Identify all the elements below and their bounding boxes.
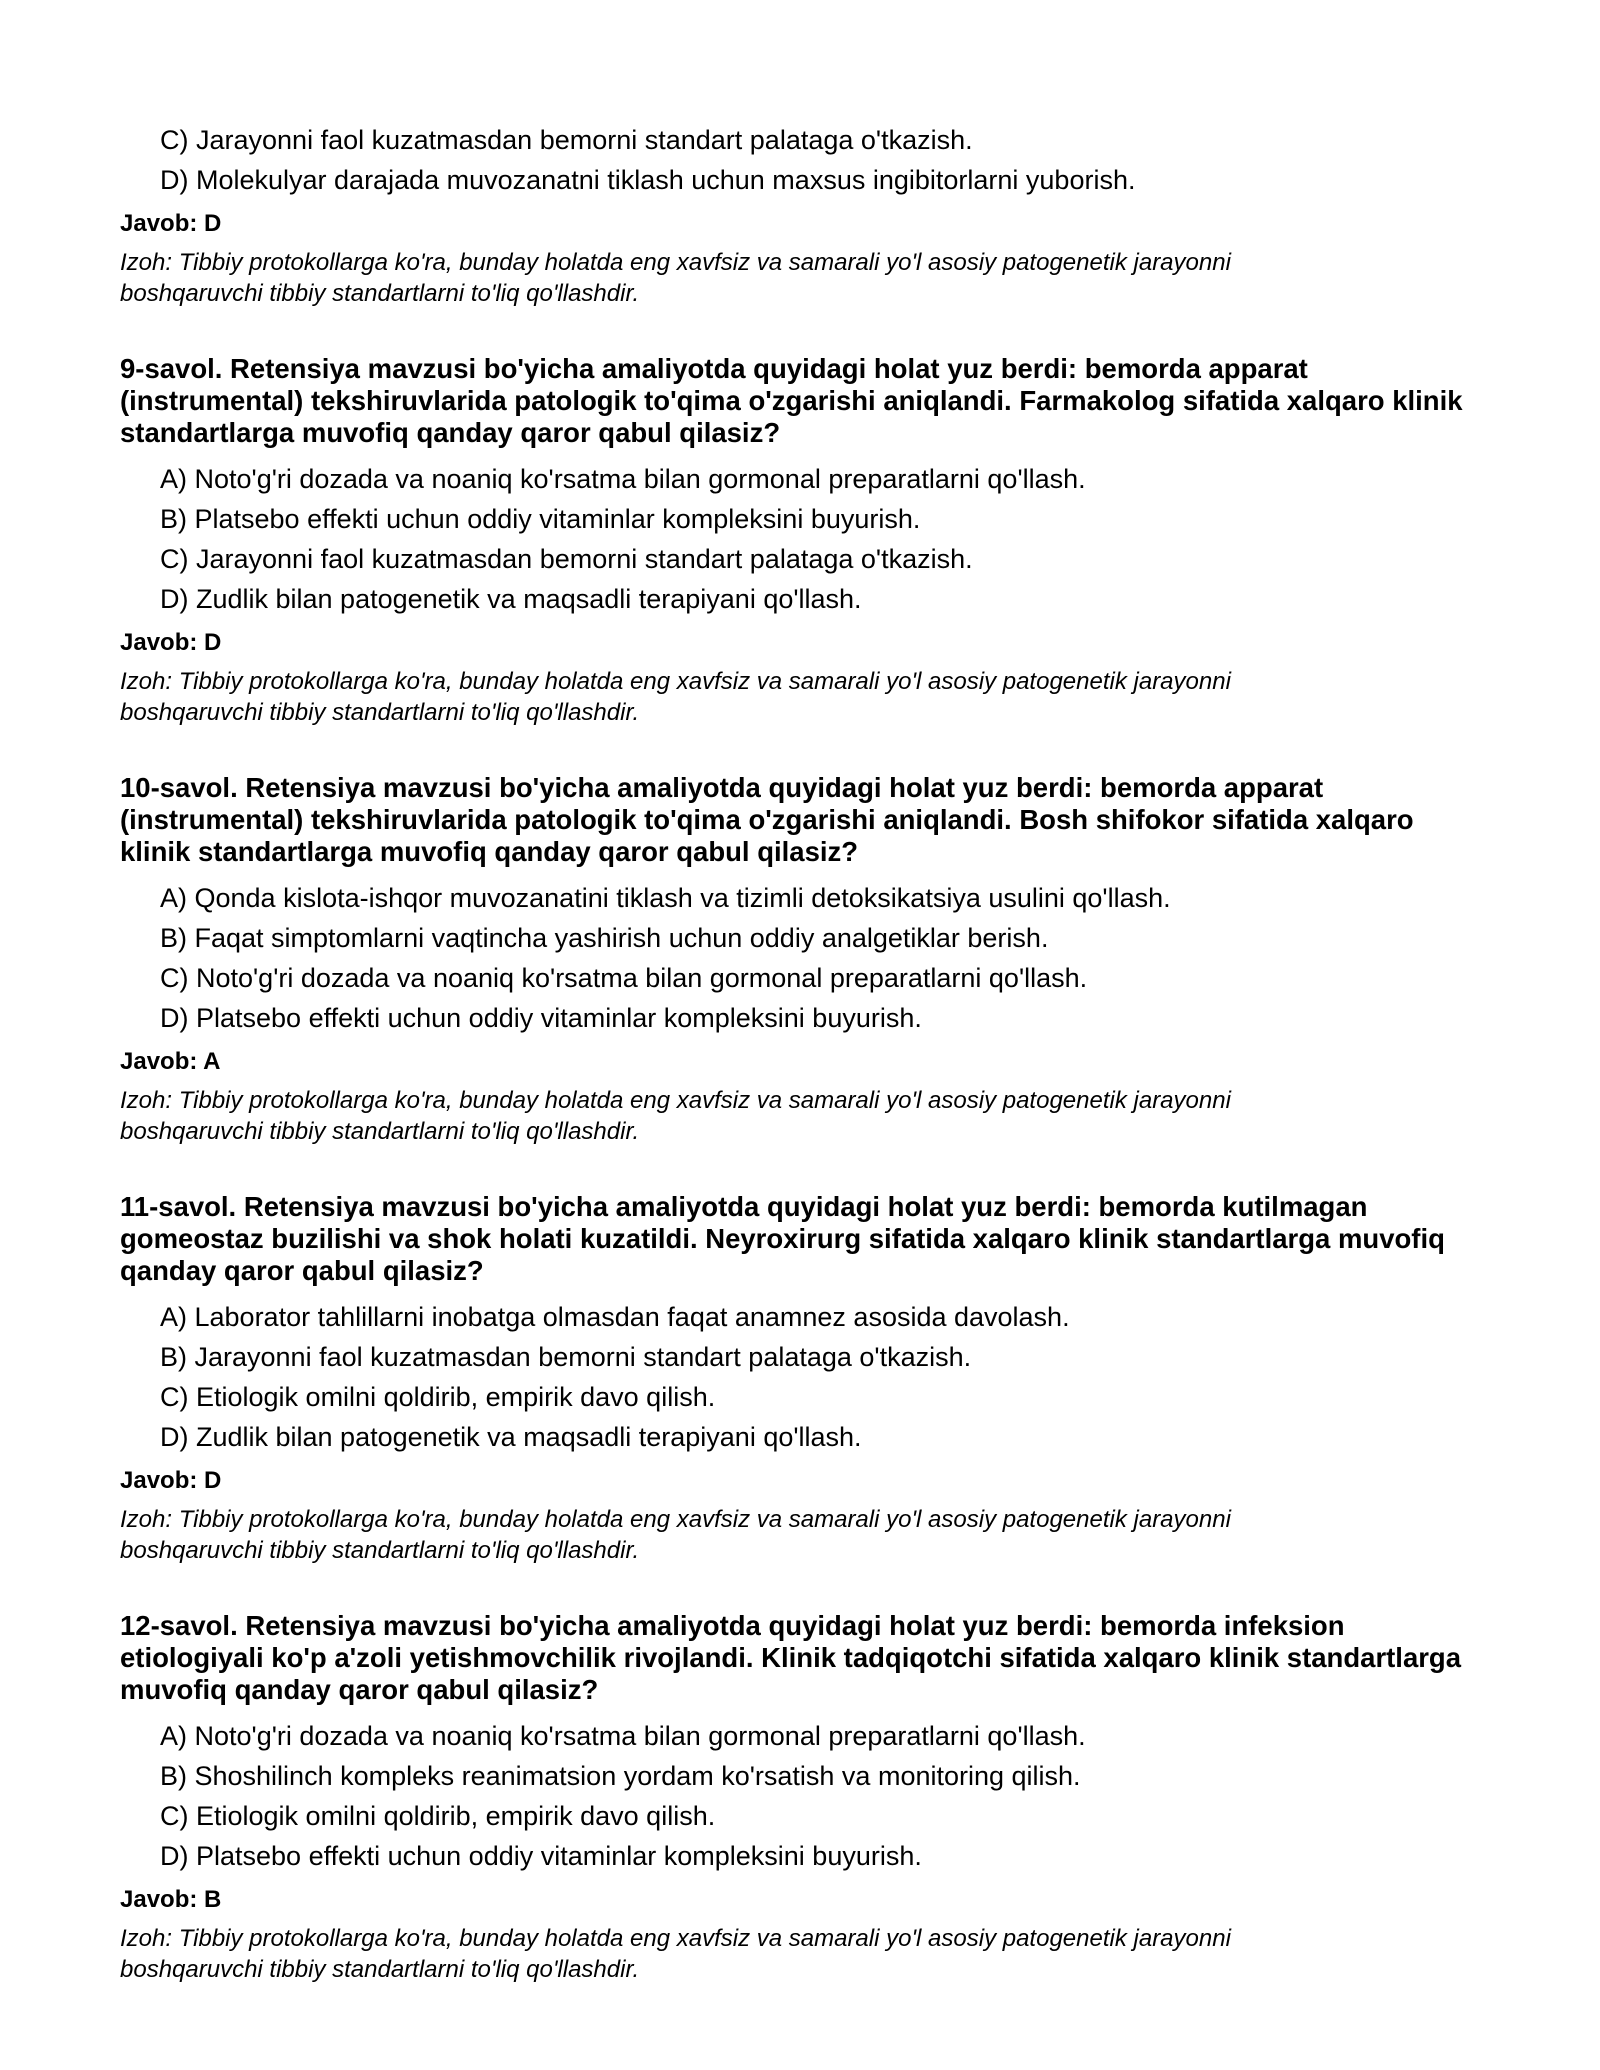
option-d: D) Zudlik bilan patogenetik va maqsadli terapiyani qo'llash. [160,584,862,614]
option-d: D) Zudlik bilan patogenetik va maqsadli terapiyani qo'llash. [160,1422,862,1452]
question-9 [120,353,1480,728]
option-a: A) Qonda kislota-ishqor muvozanatini tiklash va tizimli detoksikatsiya usulini qo'llash. [160,883,1171,913]
option-list [120,1716,1480,1876]
explanation-note: Izoh: Tibbiy protokollarga ko'ra, bunday holatda eng xavfsiz va samarali yo'l asosiy patogenetik jarayonni boshqaruvchi tibbiy standartlarni to'liq qo'llashdir. [120,1506,1231,1564]
option-c: C) Etiologik omilni qoldirib, empirik davo qilish. [160,1382,716,1412]
option-c: C) Etiologik omilni qoldirib, empirik davo qilish. [160,1801,716,1831]
question-10 [120,772,1480,1147]
answer-label: Javob: D [120,210,222,237]
explanation-note: Izoh: Tibbiy protokollarga ko'ra, bunday holatda eng xavfsiz va samarali yo'l asosiy patogenetik jarayonni boshqaruvchi tibbiy standartlarni to'liq qo'llashdir. [120,1925,1231,1983]
option-d: D) Platsebo effekti uchun oddiy vitaminlar kompleksini buyurish. [160,1003,922,1033]
option-a: A) Noto'g'ri dozada va noaniq ko'rsatma bilan gormonal preparatlarni qo'llash. [160,1721,1086,1751]
question-text: 9-savol. Retensiya mavzusi bo'yicha amaliyotda quyidagi holat yuz berdi: bemorda apparat (instrumental) tekshiruvlarida patologik to'qima o'zgarishi aniqlandi. Farmakolog sifatida xalqaro klinik standartlarga muvofiq qanday qaror qabul qilasiz? [120,353,1463,448]
question-8-continuation [120,120,1480,309]
option-d: D) Molekulyar darajada muvozanatni tiklash uchun maxsus ingibitorlarni yuborish. [160,165,1136,195]
answer-label: Javob: A [120,1048,221,1075]
option-a: A) Laborator tahlillarni inobatga olmasdan faqat anamnez asosida davolash. [160,1302,1070,1332]
option-c: C) Jarayonni faol kuzatmasdan bemorni standart palataga o'tkazish. [160,125,973,155]
option-a: A) Noto'g'ri dozada va noaniq ko'rsatma bilan gormonal preparatlarni qo'llash. [160,464,1086,494]
answer-label: Javob: D [120,629,222,656]
option-b: B) Faqat simptomlarni vaqtincha yashirish uchun oddiy analgetiklar berish. [160,923,1049,953]
answer-label: Javob: B [120,1886,222,1913]
question-12 [120,1610,1480,1985]
question-text: 12-savol. Retensiya mavzusi bo'yicha amaliyotda quyidagi holat yuz berdi: bemorda infeksion etiologiyali ko'p a'zoli yetishmovchilik rivojlandi. Klinik tadqiqotchi sifatida xalqaro klinik standartlarga muvofiq qanday qaror qabul qilasiz? [120,1610,1462,1705]
option-c: C) Jarayonni faol kuzatmasdan bemorni standart palataga o'tkazish. [160,544,973,574]
explanation-note: Izoh: Tibbiy protokollarga ko'ra, bunday holatda eng xavfsiz va samarali yo'l asosiy patogenetik jarayonni boshqaruvchi tibbiy standartlarni to'liq qo'llashdir. [120,668,1231,726]
option-list [120,120,1480,200]
question-11 [120,1191,1480,1566]
option-list [120,878,1480,1038]
option-c: C) Noto'g'ri dozada va noaniq ko'rsatma bilan gormonal preparatlarni qo'llash. [160,963,1088,993]
option-b: B) Shoshilinch kompleks reanimatsion yordam ko'rsatish va monitoring qilish. [160,1761,1081,1791]
answer-label: Javob: D [120,1467,222,1494]
option-list [120,459,1480,619]
option-b: B) Jarayonni faol kuzatmasdan bemorni standart palataga o'tkazish. [160,1342,972,1372]
option-d: D) Platsebo effekti uchun oddiy vitaminlar kompleksini buyurish. [160,1841,922,1871]
option-list [120,1297,1480,1457]
explanation-note: Izoh: Tibbiy protokollarga ko'ra, bunday holatda eng xavfsiz va samarali yo'l asosiy patogenetik jarayonni boshqaruvchi tibbiy standartlarni to'liq qo'llashdir. [120,249,1231,307]
question-text: 11-savol. Retensiya mavzusi bo'yicha amaliyotda quyidagi holat yuz berdi: bemorda kutilmagan gomeostaz buzilishi va shok holati kuzatildi. Neyroxirurg sifatida xalqaro klinik standartlarga muvofiq qanday qaror qabul qilasiz? [120,1191,1445,1286]
explanation-note: Izoh: Tibbiy protokollarga ko'ra, bunday holatda eng xavfsiz va samarali yo'l asosiy patogenetik jarayonni boshqaruvchi tibbiy standartlarni to'liq qo'llashdir. [120,1087,1231,1145]
option-b: B) Platsebo effekti uchun oddiy vitaminlar kompleksini buyurish. [160,504,921,534]
question-text: 10-savol. Retensiya mavzusi bo'yicha amaliyotda quyidagi holat yuz berdi: bemorda apparat (instrumental) tekshiruvlarida patologik to'qima o'zgarishi aniqlandi. Bosh shifokor sifatida xalqaro klinik standartlarga muvofiq qanday qaror qabul qilasiz? [120,772,1414,867]
